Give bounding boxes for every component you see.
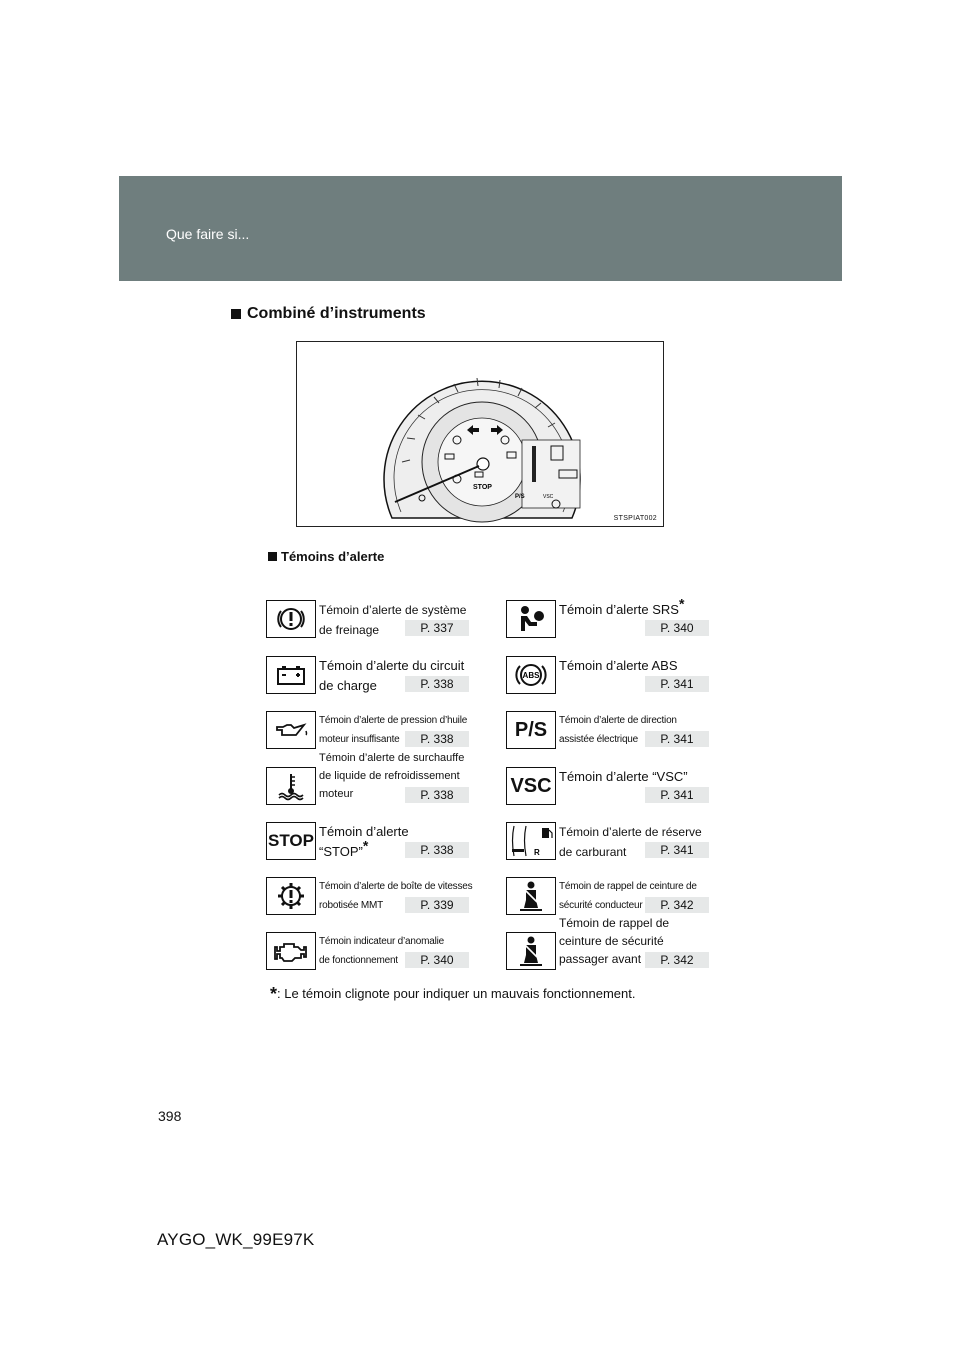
check-engine-icon: [266, 932, 316, 970]
bullet-square-icon: [231, 309, 241, 319]
page-reference: P. 338: [405, 842, 469, 858]
driver-seatbelt-icon: [506, 877, 556, 915]
header-title: Que faire si...: [166, 226, 250, 242]
svg-text:ABS: ABS: [522, 671, 540, 680]
bullet-square-icon: [268, 552, 277, 561]
entry-label: Témoin d’alerte du circuit de charge: [319, 658, 465, 693]
instrument-cluster-illustration: [297, 342, 663, 526]
airbag-icon: [506, 600, 556, 638]
section-title: Combiné d’instruments: [247, 305, 426, 322]
power-steering-icon: P/S: [506, 711, 556, 749]
entry-label: Témoin indicateur d’anomalie de fonctionnement: [319, 936, 445, 966]
brake-warning-icon: [266, 600, 316, 638]
entry-label: Témoin d’alerte ABS: [559, 658, 678, 673]
entry-label: Témoin d’alerte de système de freinage: [319, 603, 467, 637]
page-reference: P. 342: [645, 952, 709, 968]
page-header: [119, 176, 842, 281]
abs-icon: [506, 656, 556, 694]
entry-label: Témoin d’alerte de pression d’huile moteur insuffisante: [319, 715, 468, 745]
transmission-warning-icon: [266, 877, 316, 915]
entry-label: Témoin d’alerte “VSC”: [559, 769, 688, 784]
page-reference: P. 338: [405, 731, 469, 747]
ps-label: P/S: [515, 494, 525, 500]
page-reference: P. 338: [405, 676, 469, 692]
page-reference: P. 341: [645, 842, 709, 858]
vsc-label: VSC: [543, 494, 554, 500]
subsection-title: Témoins d’alerte: [281, 549, 385, 564]
stop-icon: STOP: [266, 822, 316, 860]
coolant-temperature-icon: [266, 767, 316, 805]
battery-icon: [266, 656, 316, 694]
instrument-cluster-figure: [296, 341, 664, 527]
fuel-reserve-icon: [506, 822, 556, 860]
vsc-icon: VSC: [506, 767, 556, 805]
page-reference: P. 340: [405, 952, 469, 968]
entry-label: Témoin de rappel de ceinture de sécurité passager avant: [559, 916, 670, 966]
page-reference: P. 341: [645, 731, 709, 747]
entry-label: Témoin d’alerte de boîte de vitesses robotisée MMT: [319, 881, 473, 911]
page-reference: P. 337: [405, 620, 469, 636]
figure-code: STSPIAT002: [613, 515, 657, 522]
entry-label: Témoin d’alerte SRS*: [559, 595, 685, 617]
page-reference: P. 342: [645, 897, 709, 913]
svg-text:R: R: [534, 848, 540, 857]
page-reference: P. 338: [405, 787, 469, 803]
entry-label: Témoin d’alerte de surchauffe de liquide de refroidissement moteur: [319, 752, 465, 800]
entry-label: Témoin d’alerte de direction assistée électrique: [559, 715, 677, 745]
page-reference: P. 341: [645, 787, 709, 803]
entry-label: Témoin d’alerte de réserve de carburant: [559, 825, 702, 859]
footnote: *: Le témoin clignote pour indiquer un mauvais fonctionnement.: [270, 984, 636, 1004]
entry-label: Témoin d’alerte “STOP”*: [319, 824, 409, 859]
passenger-seatbelt-icon: [506, 932, 556, 970]
stop-label: STOP: [473, 484, 492, 491]
page-number: 398: [158, 1108, 182, 1124]
oil-pressure-icon: [266, 711, 316, 749]
section-heading: [231, 305, 426, 323]
entry-label: Témoin de rappel de ceinture de sécurité conducteur: [559, 881, 697, 911]
subsection-heading: [268, 549, 384, 564]
page-reference: P. 339: [405, 897, 469, 913]
document-code: AYGO_WK_99E97K: [157, 1230, 315, 1249]
page-reference: P. 341: [645, 676, 709, 692]
page-reference: P. 340: [645, 620, 709, 636]
